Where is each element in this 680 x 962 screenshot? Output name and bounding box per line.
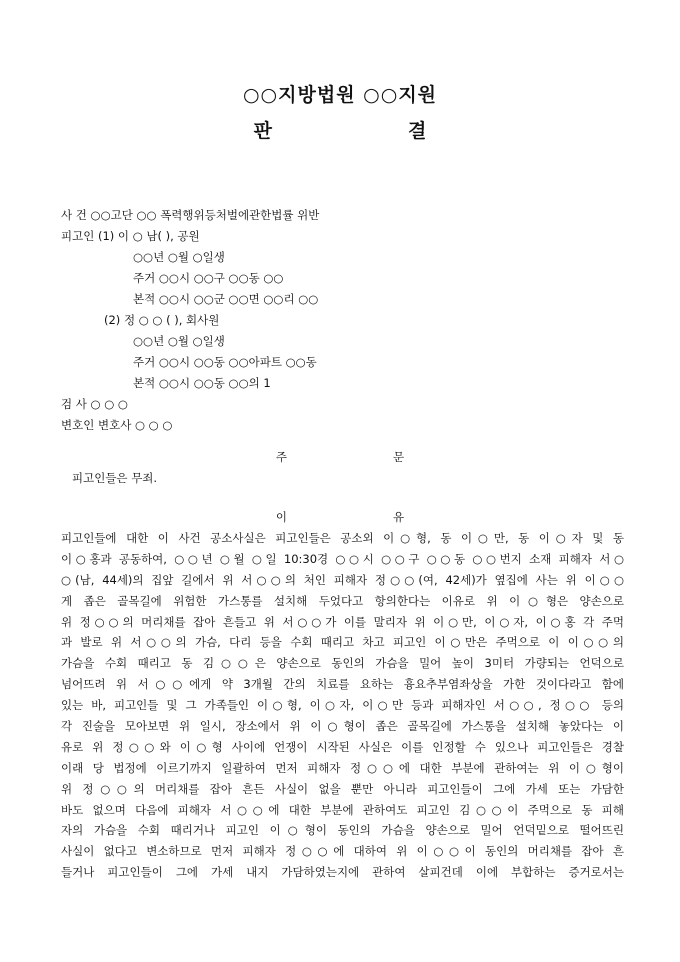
reasons-heading-char-2: 유 bbox=[393, 510, 405, 524]
reasons-heading-char-1: 이 bbox=[275, 510, 287, 524]
defendant-1-domicile: 본적 ○○시 ○○군 ○○면 ○○리 ○○ bbox=[133, 292, 319, 306]
document-type-char-2: 결 bbox=[408, 120, 427, 142]
ruling-heading-char-2: 문 bbox=[393, 450, 405, 464]
ruling-text: 피고인들은 무죄. bbox=[72, 471, 158, 485]
defendant-2-line: (2) 정 ○ ○ ( ), 회사원 bbox=[104, 313, 220, 327]
reasons-line: 이○홍과 공동하여, ○○년 ○월 ○일 10:30경 ○○시 ○○구 ○○동 ○○번지 소재 피해자 서○ bbox=[61, 551, 624, 566]
reasons-line: 위 정○○의 머리채를 잡아 흔들고 위 서○○가 이를 말리자 위 이○만, 이○자, 이○홍 각 주먹 bbox=[61, 614, 624, 629]
defendant-1-line: 피고인 (1) 이 ○ 남( ), 공원 bbox=[61, 229, 200, 243]
reasons-line: 유로 위 정○○와 이○형 사이에 언쟁이 시작된 사실은 이를 인정할 수 있으나 피고인들은 경찰 bbox=[61, 739, 624, 754]
reasons-line: 가슴을 수회 때리고 동 김○○은 양손으로 동인의 가슴을 밀어 높이 3미터 가량되는 언덕으로 bbox=[61, 656, 624, 671]
reasons-line: 과 발로 위 서○○의 가슴, 다리 등을 수회 때리고 차고 피고인 이○만은 주먹으로 이 이○○의 bbox=[61, 635, 624, 650]
defendant-2-birth: ○○년 ○월 ○일생 bbox=[133, 334, 225, 348]
reasons-line: 위 정○○의 머리채를 잡아 흔든 사실이 없을 뿐만 아니라 피고인들이 그에 가세 또는 가담한 bbox=[61, 781, 624, 796]
reasons-heading bbox=[0, 509, 680, 525]
prosecutor-line: 검 사 ○ ○ ○ bbox=[61, 397, 128, 411]
case-line: 사 건 ○○고단 ○○ 폭력행위등처벌에관한법률 위반 bbox=[61, 208, 320, 222]
defendant-2-address: 주거 ○○시 ○○동 ○○아파트 ○○동 bbox=[133, 355, 317, 369]
defendant-1-birth: ○○년 ○월 ○일생 bbox=[133, 250, 225, 264]
reasons-line: 있는 바, 피고인들 및 그 가족들인 이○형, 이○자, 이○만 등과 피해자인 서○○, 정○○ 등의 bbox=[61, 698, 624, 713]
document-type bbox=[0, 116, 680, 143]
court-name: ○○지방법원 ○○지원 bbox=[242, 84, 438, 106]
reasons-line: 피고인들에 대한 이 사건 공소사실은 피고인들은 공소외 이○형, 동 이○만, 동 이○자 및 동 bbox=[61, 531, 624, 545]
reasons-line: 바도 없으며 다음에 피해자 서○○에 대한 부분에 관하여도 피고인 김○○이 주먹으로 동 피해 bbox=[61, 802, 624, 817]
reasons-line: 각 진술을 모아보면 위 일시, 장소에서 위 이○형이 좁은 골목길에 가스통을 설치해 놓았다는 이 bbox=[61, 719, 624, 734]
reasons-body bbox=[61, 528, 624, 883]
defendant-2-domicile: 본적 ○○시 ○○동 ○○의 1 bbox=[133, 376, 271, 390]
reasons-line: ○(남, 44세)의 집앞 길에서 위 서○○의 처인 피해자 정○○(여, 42세)가 옆집에 사는 위 이○○ bbox=[61, 572, 624, 587]
ruling-heading-char-1: 주 bbox=[275, 450, 287, 464]
reasons-line: 사실이 없다고 변소하므로 먼저 피해자 정○○에 대하여 위 이○○이 동인의 머리채를 잡아 흔 bbox=[61, 844, 624, 859]
reasons-line: 이래 당 법정에 이르기까지 일괄하여 먼저 피해자 정○○에 대한 부분에 관하여는 위 이○형이 bbox=[61, 760, 624, 775]
counsel-line: 변호인 변호사 ○ ○ ○ bbox=[61, 418, 173, 432]
ruling-heading bbox=[0, 449, 680, 465]
reasons-line: 들거나 피고인들이 그에 가세 내지 가담하였는지에 관하여 살피건데 이에 부합하는 증거로서는 bbox=[61, 865, 624, 880]
reasons-line: 게 좁은 골목길에 위험한 가스통를 설치해 두었다고 항의한다는 이유로 위 이○형은 양손으로 bbox=[61, 593, 624, 608]
reasons-line: 자의 가슴을 수회 때리거나 피고인 이○형이 동인의 가슴을 양손으로 밀어 언덕밑으로 떨어뜨린 bbox=[61, 823, 624, 838]
document-type-char-1: 판 bbox=[253, 120, 272, 142]
reasons-line: 넘어뜨려 위 서○○에게 약 3개월 간의 치료를 요하는 흉요추부염좌상을 가한 것이다라고 함에 bbox=[61, 677, 624, 692]
defendant-1-address: 주거 ○○시 ○○구 ○○동 ○○ bbox=[133, 271, 284, 285]
